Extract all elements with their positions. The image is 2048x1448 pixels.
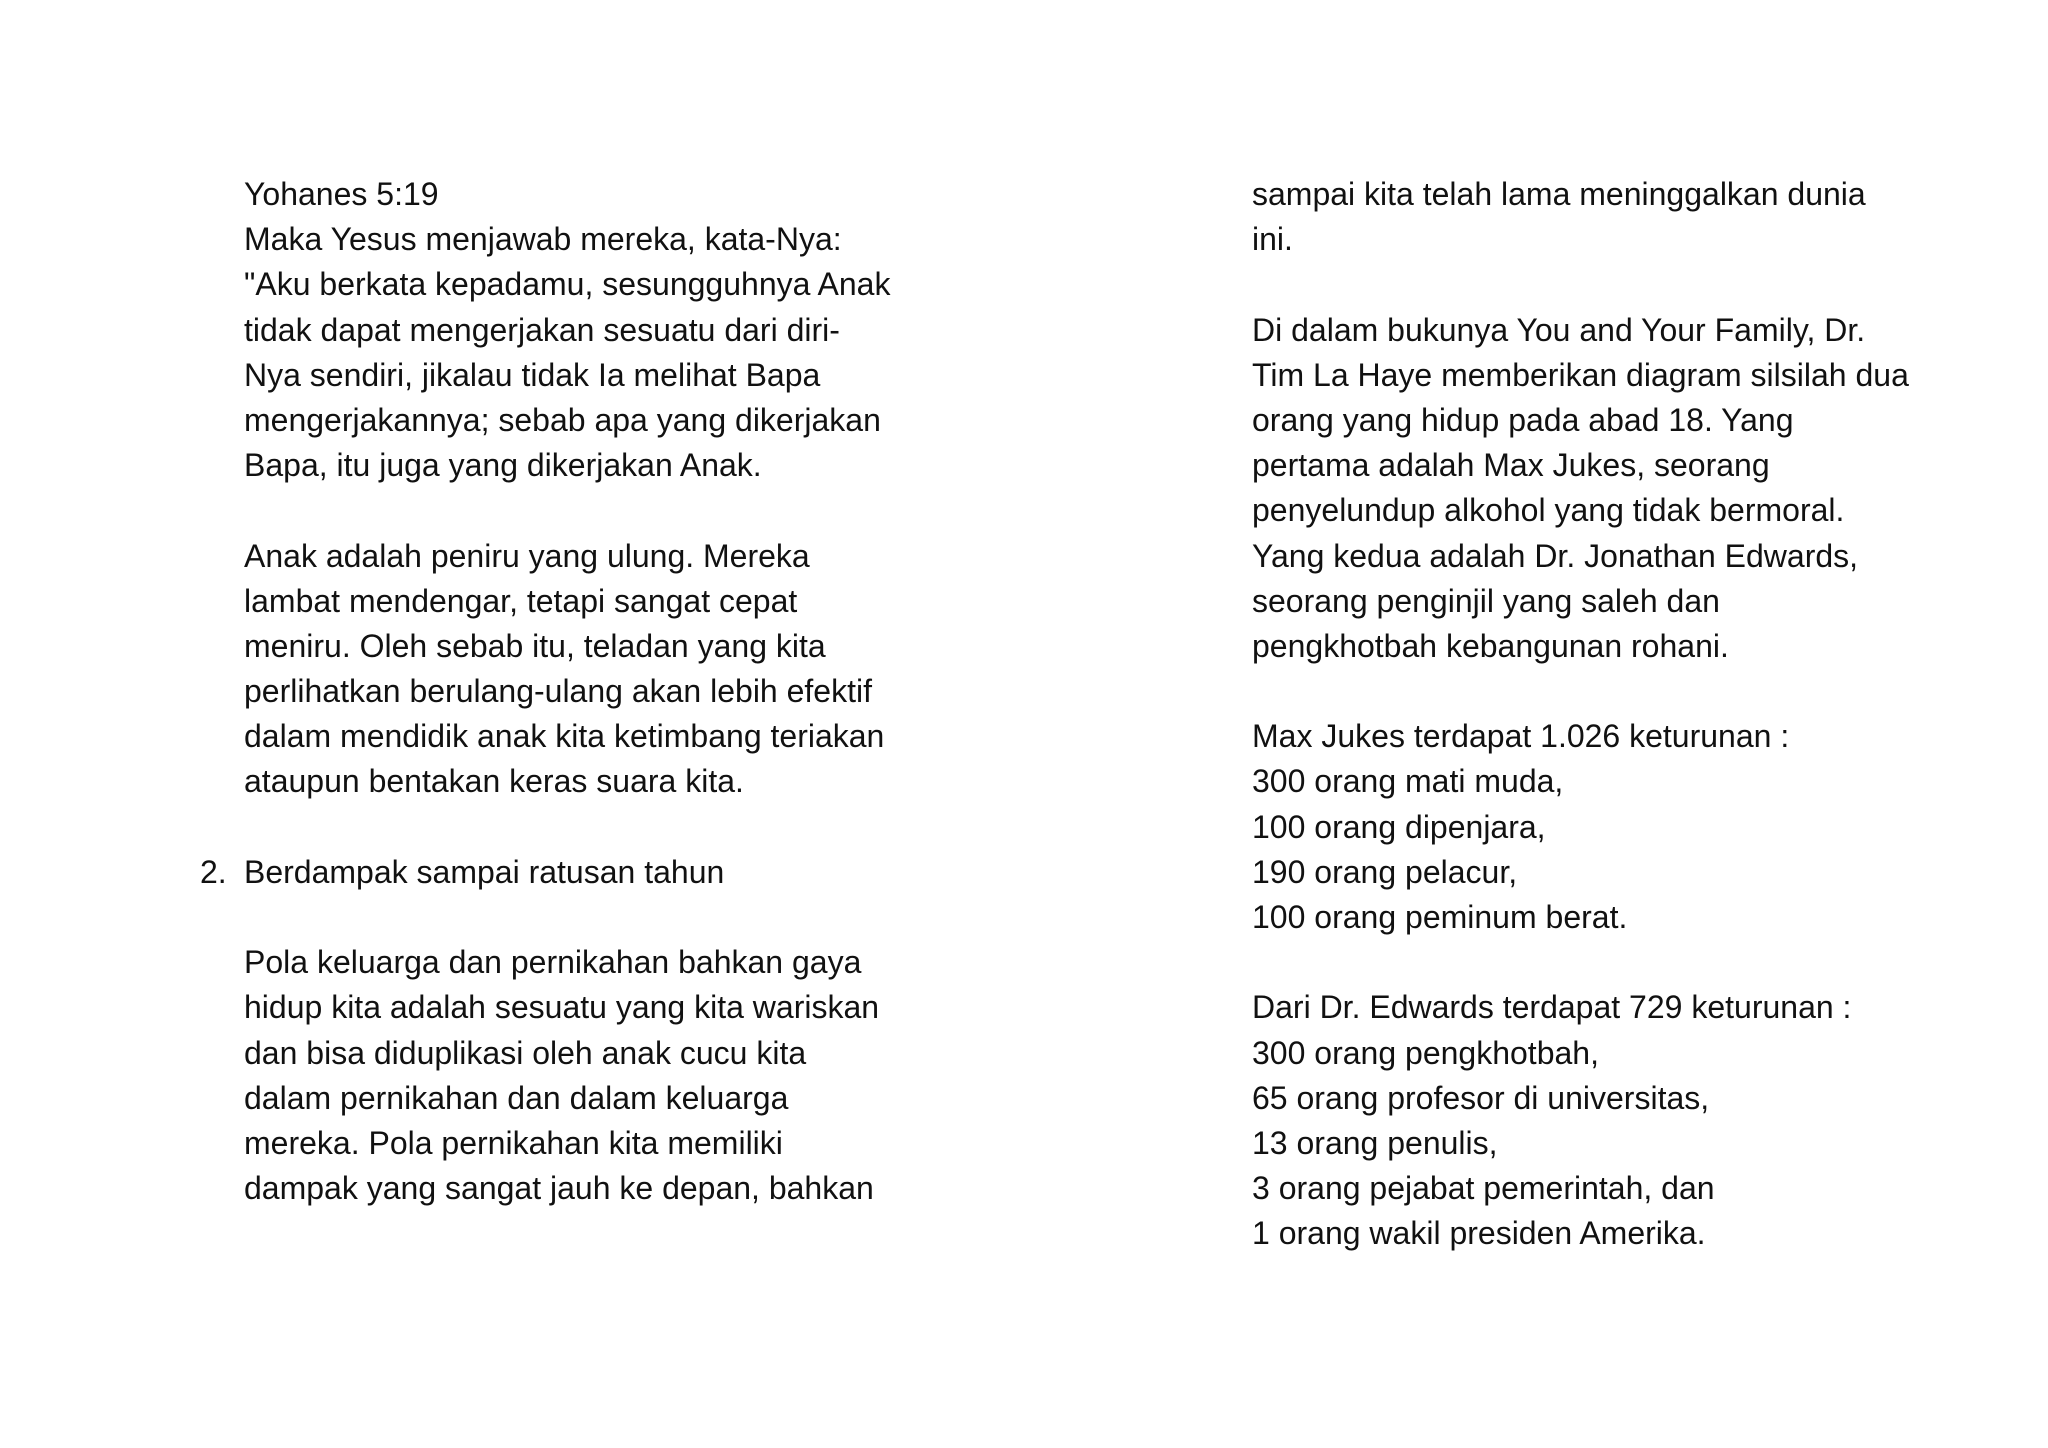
verse-line: Bapa, itu juga yang dikerjakan Anak. bbox=[244, 447, 762, 484]
list-heading: Berdampak sampai ratusan tahun bbox=[244, 853, 725, 890]
paragraph-spacer bbox=[244, 488, 924, 533]
descendant-item: 190 orang pelacur, bbox=[1252, 853, 1518, 890]
continuation-paragraph bbox=[1252, 172, 1932, 262]
jukes-intro: Max Jukes terdapat 1.026 keturunan : bbox=[1252, 718, 1790, 755]
descendant-item: 13 orang penulis, bbox=[1252, 1124, 1498, 1161]
descendant-item: 300 orang mati muda, bbox=[1252, 763, 1564, 800]
descendant-item: 300 orang pengkhotbah, bbox=[1252, 1034, 1599, 1071]
numbered-list-item bbox=[200, 850, 924, 895]
paragraph-spacer bbox=[1252, 262, 1932, 307]
paragraph-line: seorang penginjil yang saleh dan bbox=[1252, 582, 1720, 619]
paragraph-line: hidup kita adalah sesuatu yang kita wariskan bbox=[244, 989, 880, 1026]
edwards-descendants bbox=[1252, 985, 1932, 1256]
paragraph-line: Pola keluarga dan pernikahan bahkan gaya bbox=[244, 944, 862, 981]
verse-line: Nya sendiri, jikalau tidak Ia melihat Bapa bbox=[244, 356, 821, 393]
jukes-descendants bbox=[1252, 714, 1932, 940]
paragraph-line: orang yang hidup pada abad 18. Yang bbox=[1252, 401, 1794, 438]
paragraph-spacer bbox=[1252, 940, 1932, 985]
verse-line: tidak dapat mengerjakan sesuatu dari diri- bbox=[244, 311, 840, 348]
paragraph-line: dalam pernikahan dan dalam keluarga bbox=[244, 1079, 789, 1116]
verse-line: mengerjakannya; sebab apa yang dikerjakan bbox=[244, 401, 881, 438]
paragraph-line: perlihatkan berulang-ulang akan lebih efektif bbox=[244, 673, 872, 710]
descendant-item: 100 orang dipenjara, bbox=[1252, 808, 1546, 845]
descendant-item: 3 orang pejabat pemerintah, dan bbox=[1252, 1170, 1715, 1207]
verse-reference: Yohanes 5:19 bbox=[244, 176, 439, 212]
paragraph-line: lambat mendengar, tetapi sangat cepat bbox=[244, 582, 798, 619]
paragraph-line: Anak adalah peniru yang ulung. Mereka bbox=[244, 537, 810, 574]
descendant-item: 1 orang wakil presiden Amerika. bbox=[1252, 1215, 1706, 1252]
paragraph-line: ataupun bentakan keras suara kita. bbox=[244, 763, 744, 800]
verse-line: Maka Yesus menjawab mereka, kata-Nya: bbox=[244, 221, 842, 258]
paragraph-line: meniru. Oleh sebab itu, teladan yang kita bbox=[244, 627, 826, 664]
list-number: 2. bbox=[200, 853, 227, 890]
paragraph-spacer bbox=[244, 895, 924, 940]
paragraph-line: ini. bbox=[1252, 221, 1293, 258]
paragraph-line: pengkhotbah kebangunan rohani. bbox=[1252, 627, 1729, 664]
paragraph-line: mereka. Pola pernikahan kita memiliki bbox=[244, 1124, 783, 1161]
paragraph-line: dalam mendidik anak kita ketimbang teriakan bbox=[244, 718, 885, 755]
paragraph-line: dan bisa diduplikasi oleh anak cucu kita bbox=[244, 1034, 807, 1071]
paragraph-line: Tim La Haye memberikan diagram silsilah dua bbox=[1252, 356, 1909, 393]
paragraph-line: Di dalam bukunya You and Your Family, Dr. bbox=[1252, 311, 1866, 348]
paragraph-legacy bbox=[244, 940, 924, 1211]
paragraph-line: sampai kita telah lama meninggalkan dunia bbox=[1252, 176, 1866, 212]
left-column bbox=[200, 172, 924, 1211]
paragraph-line: Yang kedua adalah Dr. Jonathan Edwards, bbox=[1252, 537, 1859, 574]
paragraph-imitation bbox=[244, 534, 924, 805]
descendant-item: 65 orang profesor di universitas, bbox=[1252, 1079, 1710, 1116]
verse-line: "Aku berkata kepadamu, sesungguhnya Anak bbox=[244, 266, 891, 303]
paragraph-line: pertama adalah Max Jukes, seorang bbox=[1252, 447, 1770, 484]
paragraph-line: dampak yang sangat jauh ke depan, bahkan bbox=[244, 1170, 874, 1207]
verse-block bbox=[244, 172, 924, 488]
descendant-item: 100 orang peminum berat. bbox=[1252, 899, 1628, 935]
paragraph-spacer bbox=[1252, 669, 1932, 714]
paragraph-book bbox=[1252, 308, 1932, 670]
edwards-intro: Dari Dr. Edwards terdapat 729 keturunan : bbox=[1252, 989, 1852, 1026]
paragraph-line: penyelundup alkohol yang tidak bermoral. bbox=[1252, 492, 1845, 529]
paragraph-spacer bbox=[244, 805, 924, 850]
right-column bbox=[1252, 172, 1932, 1257]
